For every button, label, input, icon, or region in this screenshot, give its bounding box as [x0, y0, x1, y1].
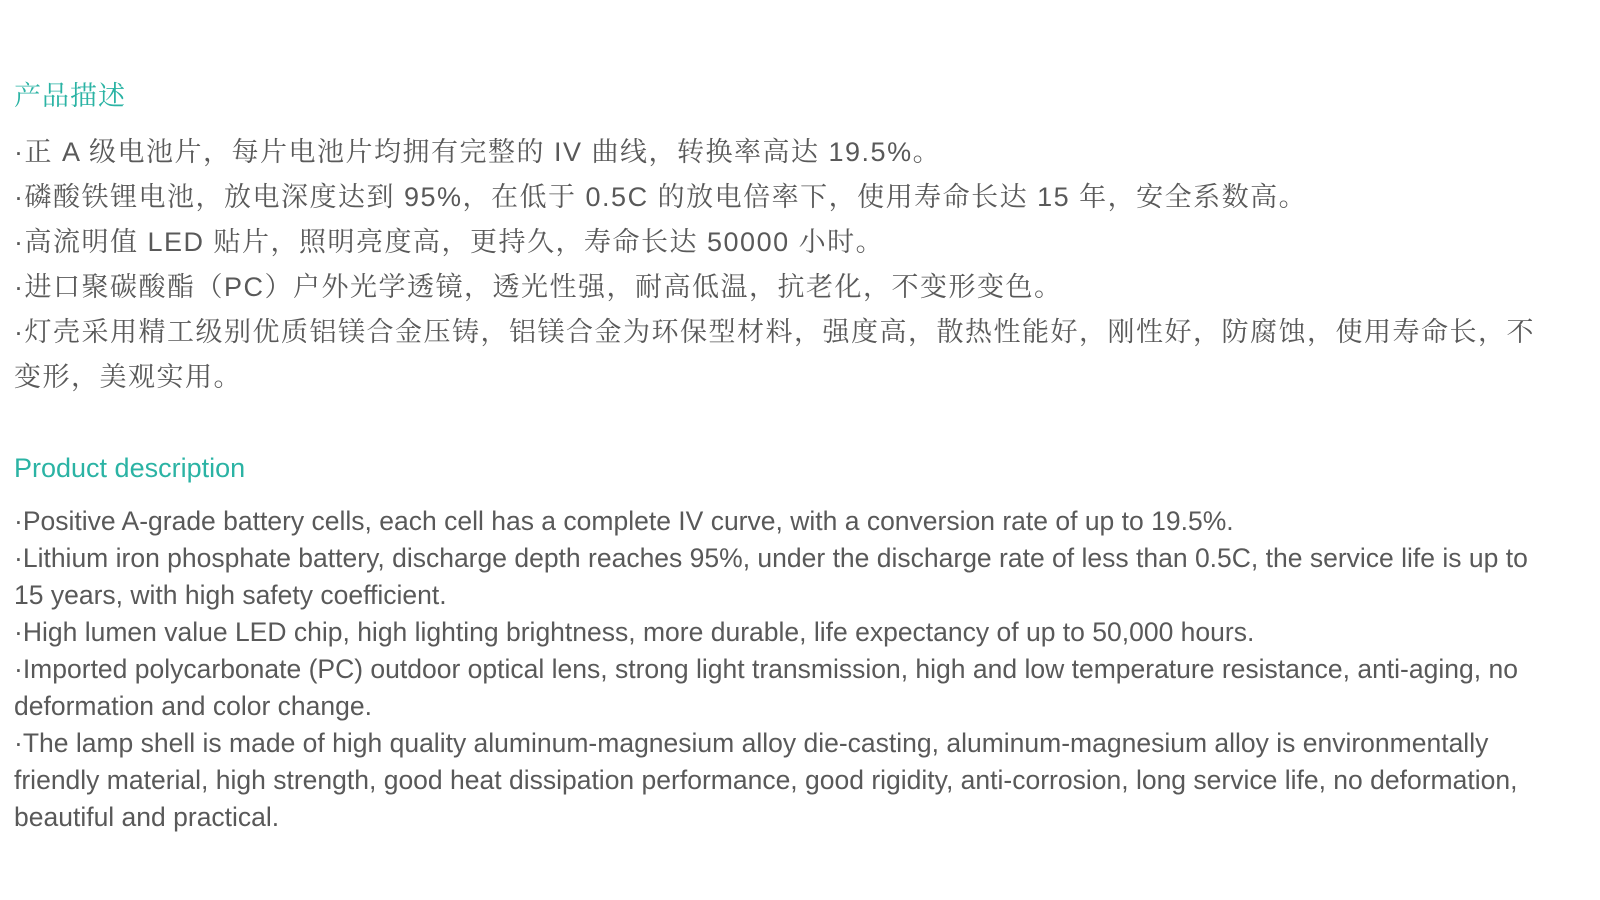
- chinese-bullet-pc-lens: ·进口聚碳酸酯（PC）户外光学透镜，透光性强，耐高低温，抗老化，不变形变色。: [14, 272, 1063, 303]
- english-bullet-led-chip: ·High lumen value LED chip, high lighting brightness, more durable, life expectancy of up to 50,000 hours.: [14, 616, 1255, 647]
- english-bullet-list: [14, 503, 1542, 836]
- chinese-bullet-led-chip: ·高流明值 LED 贴片，照明亮度高，更持久，寿命长达 50000 小时。: [14, 227, 885, 258]
- english-section-heading: Product description: [14, 453, 246, 484]
- section-divider-gap: [14, 400, 1542, 452]
- english-bullet-lithium-battery: ·Lithium iron phosphate battery, discharge depth reaches 95%, under the discharge rate of less than 0.5C, the service life is up to 15 years, with high safety coefficient.: [14, 542, 1528, 610]
- english-bullet-battery-cells: ·Positive A-grade battery cells, each cell has a complete IV curve, with a conversion rate of up to 19.5%.: [14, 505, 1234, 536]
- chinese-bullet-battery-cells: ·正 A 级电池片，每片电池片均拥有完整的 IV 曲线，转换率高达 19.5%。: [14, 137, 942, 168]
- chinese-bullet-lithium-battery: ·磷酸铁锂电池，放电深度达到 95%，在低于 0.5C 的放电倍率下，使用寿命长达 15 年，安全系数高。: [14, 182, 1308, 213]
- chinese-bullet-list: [14, 130, 1542, 400]
- english-bullet-lamp-shell: ·The lamp shell is made of high quality aluminum-magnesium alloy die-casting, aluminum-magnesium alloy is environmentally friendly material, high strength, good heat dissipation performance, good rigidity, anti-corrosion, long service life, no deformation, beautiful and practical.: [14, 727, 1518, 832]
- chinese-bullet-lamp-shell: ·灯壳采用精工级别优质铝镁合金压铸，铝镁合金为环保型材料，强度高，散热性能好，刚性好，防腐蚀，使用寿命长，不变形，美观实用。: [14, 317, 1535, 393]
- chinese-section-heading: 产品描述: [14, 81, 126, 111]
- english-bullet-pc-lens: ·Imported polycarbonate (PC) outdoor optical lens, strong light transmission, high and low temperature resistance, anti-aging, no deformation and color change.: [14, 653, 1518, 721]
